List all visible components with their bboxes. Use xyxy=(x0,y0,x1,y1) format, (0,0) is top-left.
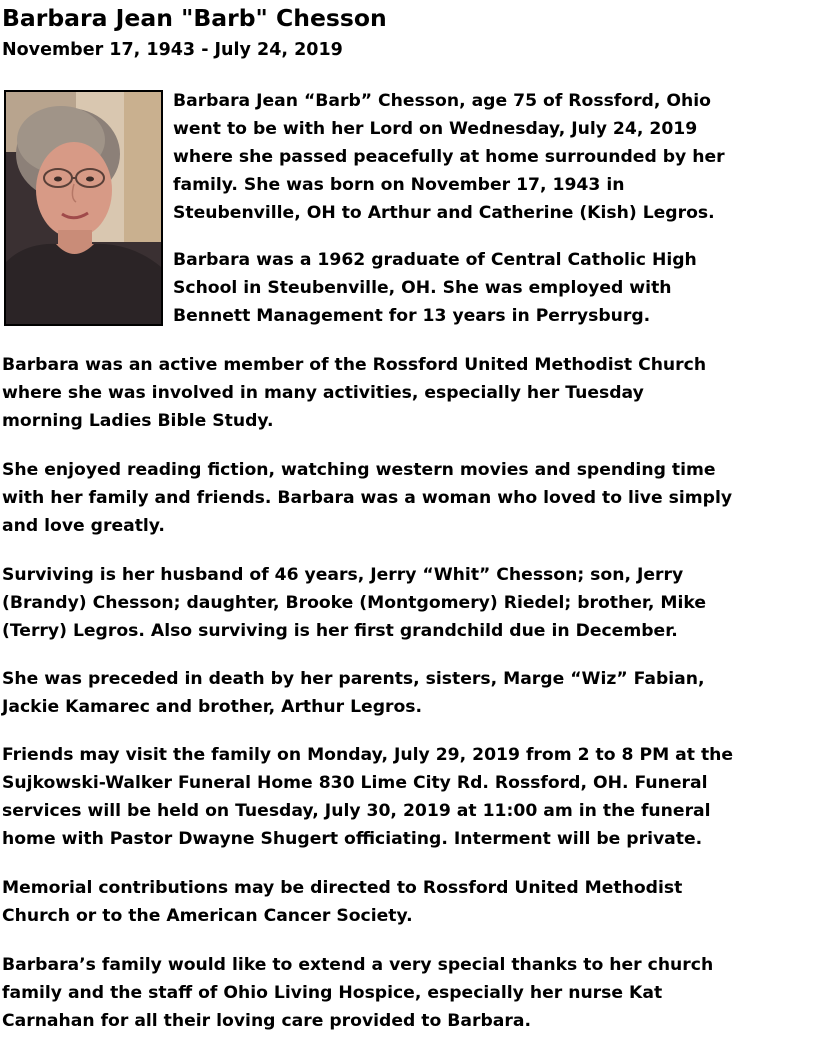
paragraph-survivors xyxy=(2,561,706,645)
text-line: Friends may visit the family on Monday, July 29, 2019 from 2 to 8 PM at the xyxy=(2,745,734,765)
text-line: services will be held on Tuesday, July 30, 2019 at 11:00 am in the funeral xyxy=(2,801,711,821)
paragraph-education xyxy=(173,246,697,330)
text-line: Barbara was an active member of the Rossford United Methodist Church xyxy=(2,355,707,375)
text-line: Sujkowski-Walker Funeral Home 830 Lime City Rd. Rossford, OH. Funeral xyxy=(2,773,708,793)
text-line: Barbara’s family would like to extend a very special thanks to her church xyxy=(2,955,714,975)
text-line: (Terry) Legros. Also surviving is her first grandchild due in December. xyxy=(2,621,678,641)
paragraph-memorials xyxy=(2,874,682,930)
text-line: where she passed peacefully at home surrounded by her xyxy=(173,147,725,167)
text-line: Carnahan for all their loving care provided to Barbara. xyxy=(2,1011,531,1031)
paragraph-intro xyxy=(173,87,725,227)
text-line: family and the staff of Ohio Living Hospice, especially her nurse Kat xyxy=(2,983,663,1003)
life-dates: November 17, 1943 - July 24, 2019 xyxy=(2,40,343,60)
text-line: where she was involved in many activities, especially her Tuesday xyxy=(2,383,644,403)
text-line: Barbara was a 1962 graduate of Central Catholic High xyxy=(173,250,697,270)
text-line: Bennett Management for 13 years in Perrysburg. xyxy=(173,306,651,326)
text-line: School in Steubenville, OH. She was employed with xyxy=(173,278,672,298)
text-line: Church or to the American Cancer Society. xyxy=(2,906,413,926)
obituary-title: Barbara Jean "Barb" Chesson xyxy=(2,4,387,32)
text-line: and love greatly. xyxy=(2,516,165,536)
text-line: (Brandy) Chesson; daughter, Brooke (Montgomery) Riedel; brother, Mike xyxy=(2,593,706,613)
text-line: Surviving is her husband of 46 years, Jerry “Whit” Chesson; son, Jerry xyxy=(2,565,684,585)
paragraph-hobbies xyxy=(2,456,732,540)
paragraph-services xyxy=(2,741,733,853)
text-line: home with Pastor Dwayne Shugert officiating. Interment will be private. xyxy=(2,829,703,849)
text-line: She enjoyed reading fiction, watching western movies and spending time xyxy=(2,460,716,480)
text-line: went to be with her Lord on Wednesday, July 24, 2019 xyxy=(173,119,698,139)
portrait-photo xyxy=(4,90,163,326)
text-line: She was preceded in death by her parents, sisters, Marge “Wiz” Fabian, xyxy=(2,669,705,689)
text-line: Barbara Jean “Barb” Chesson, age 75 of Rossford, Ohio xyxy=(173,91,711,111)
paragraph-thanks xyxy=(2,951,713,1035)
text-line: family. She was born on November 17, 1943 in xyxy=(173,175,625,195)
text-line: Jackie Kamarec and brother, Arthur Legros. xyxy=(2,697,423,717)
paragraph-church xyxy=(2,351,706,435)
text-line: Steubenville, OH to Arthur and Catherine (Kish) Legros. xyxy=(173,203,715,223)
text-line: morning Ladies Bible Study. xyxy=(2,411,274,431)
text-line: with her family and friends. Barbara was a woman who loved to live simply xyxy=(2,488,733,508)
paragraph-preceded xyxy=(2,665,705,721)
text-line: Memorial contributions may be directed to Rossford United Methodist xyxy=(2,878,683,898)
